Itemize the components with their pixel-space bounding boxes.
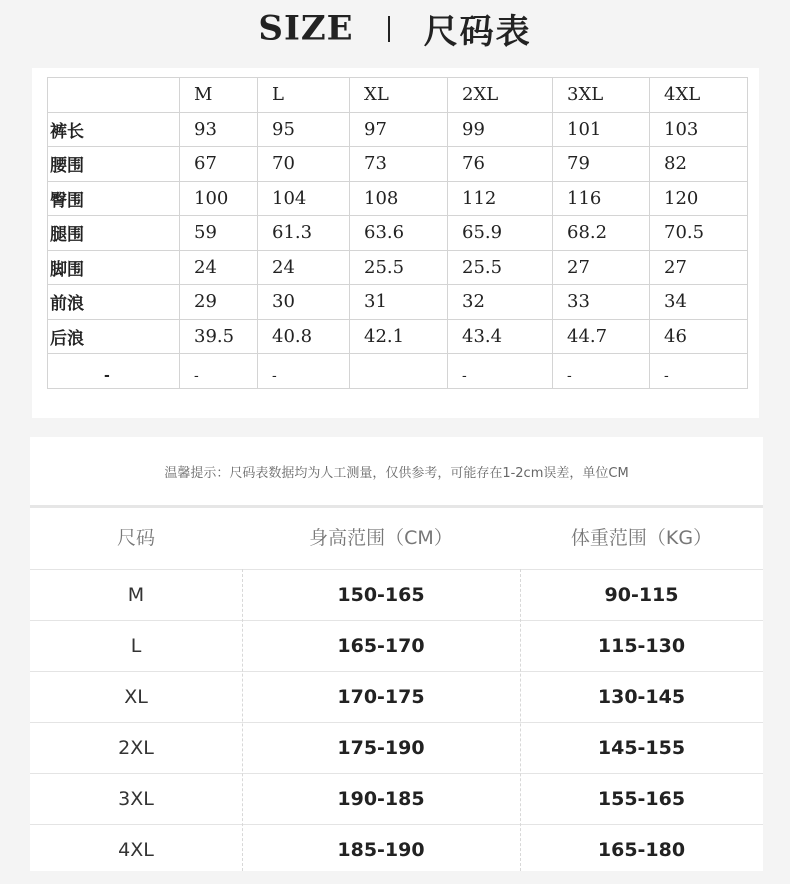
measurement-header-row bbox=[48, 78, 748, 113]
measurement-value-cell: 30 bbox=[258, 285, 350, 320]
weight-range-cell: 130-145 bbox=[597, 686, 686, 708]
measurement-row bbox=[48, 250, 748, 285]
measurement-row bbox=[48, 112, 748, 147]
measurement-value-cell: 31 bbox=[350, 285, 448, 320]
height-range-cell: 190-185 bbox=[337, 788, 425, 810]
size-guide-row bbox=[30, 671, 763, 722]
weight-range-cell: 145-155 bbox=[597, 737, 686, 759]
measurement-value-cell: 108 bbox=[350, 181, 448, 216]
measurement-value-cell: 120 bbox=[650, 181, 748, 216]
size-header-cell: XL bbox=[350, 78, 448, 113]
height-range-cell: 185-190 bbox=[337, 839, 425, 861]
measurement-label-cell: 臀围 bbox=[48, 181, 180, 216]
measurement-value-cell: - bbox=[448, 354, 553, 389]
measurement-value-cell: 93 bbox=[180, 112, 258, 147]
measurement-value-cell: 27 bbox=[650, 250, 748, 285]
measurement-value-cell: 82 bbox=[650, 147, 748, 182]
measurement-value-cell: - bbox=[258, 354, 350, 389]
size-guide-row bbox=[30, 824, 763, 875]
measurement-value-cell: 103 bbox=[650, 112, 748, 147]
size-guide-header bbox=[30, 508, 763, 569]
size-guide-row bbox=[30, 722, 763, 773]
size-header-cell: L bbox=[258, 78, 350, 113]
size-cell: L bbox=[130, 635, 142, 657]
measurement-value-cell: 63.6 bbox=[350, 216, 448, 251]
size-cell: XL bbox=[124, 686, 148, 708]
weight-range-cell: 165-180 bbox=[597, 839, 686, 861]
size-header-cell: 3XL bbox=[553, 78, 650, 113]
measurement-label-cell: 腿围 bbox=[48, 216, 180, 251]
measurement-value-cell: 42.1 bbox=[350, 319, 448, 354]
measurement-value-cell: 32 bbox=[448, 285, 553, 320]
header-height-range: 身高范围（CM） bbox=[309, 527, 453, 549]
measurement-value-cell: 70 bbox=[258, 147, 350, 182]
measurement-value-cell: 73 bbox=[350, 147, 448, 182]
measurement-value-cell: 99 bbox=[448, 112, 553, 147]
measurement-value-cell: 39.5 bbox=[180, 319, 258, 354]
measurement-value-cell: 25.5 bbox=[350, 250, 448, 285]
measurement-value-cell: 40.8 bbox=[258, 319, 350, 354]
measurement-value-cell: 29 bbox=[180, 285, 258, 320]
measurement-label-cell: 脚围 bbox=[48, 250, 180, 285]
size-cell: 3XL bbox=[118, 788, 154, 810]
size-guide-row bbox=[30, 569, 763, 620]
measurement-value-cell: 79 bbox=[553, 147, 650, 182]
height-range-cell: 175-190 bbox=[337, 737, 425, 759]
measurement-value-cell: 65.9 bbox=[448, 216, 553, 251]
measurement-value-cell: - bbox=[650, 354, 748, 389]
size-guide-rows bbox=[30, 569, 763, 875]
measurement-value-cell: 24 bbox=[180, 250, 258, 285]
height-range-cell: 150-165 bbox=[337, 584, 425, 606]
measurement-value-cell: 33 bbox=[553, 285, 650, 320]
measurement-row bbox=[48, 285, 748, 320]
size-header-cell: 4XL bbox=[650, 78, 748, 113]
measurement-table bbox=[47, 77, 748, 389]
header-corner-cell bbox=[48, 78, 180, 113]
measurement-value-cell bbox=[350, 354, 448, 389]
title-chinese: 尺码表 bbox=[423, 12, 532, 52]
measurement-panel bbox=[32, 68, 759, 418]
weight-range-cell: 90-115 bbox=[604, 584, 679, 606]
measurement-value-cell: 27 bbox=[553, 250, 650, 285]
measurement-row bbox=[48, 216, 748, 251]
measurement-value-cell: 46 bbox=[650, 319, 748, 354]
size-cell: 4XL bbox=[118, 839, 154, 861]
size-cell: 2XL bbox=[118, 737, 154, 759]
measurement-label-cell: 腰围 bbox=[48, 147, 180, 182]
measurement-value-cell: 76 bbox=[448, 147, 553, 182]
measurement-note: 温馨提示：尺码表数据均为人工测量，仅供参考，可能存在1-2cm误差，单位CM bbox=[164, 466, 629, 481]
measurement-value-cell: 70.5 bbox=[650, 216, 748, 251]
measurement-value-cell: 116 bbox=[553, 181, 650, 216]
measurement-value-cell: 61.3 bbox=[258, 216, 350, 251]
measurement-value-cell: 101 bbox=[553, 112, 650, 147]
height-range-cell: 165-170 bbox=[337, 635, 425, 657]
title-separator bbox=[388, 16, 390, 42]
size-guide-panel bbox=[30, 437, 763, 871]
measurement-value-cell: 100 bbox=[180, 181, 258, 216]
measurement-value-cell: 24 bbox=[258, 250, 350, 285]
page-title bbox=[0, 4, 790, 52]
measurement-label-cell: - bbox=[48, 354, 180, 389]
measurement-value-cell: 68.2 bbox=[553, 216, 650, 251]
measurement-row bbox=[48, 354, 748, 389]
header-size: 尺码 bbox=[116, 527, 155, 549]
measurement-value-cell: 44.7 bbox=[553, 319, 650, 354]
measurement-value-cell: 25.5 bbox=[448, 250, 553, 285]
measurement-row bbox=[48, 147, 748, 182]
measurement-value-cell: 97 bbox=[350, 112, 448, 147]
measurement-value-cell: 104 bbox=[258, 181, 350, 216]
column-divider bbox=[242, 569, 244, 871]
measurement-row bbox=[48, 181, 748, 216]
size-header-cell: M bbox=[180, 78, 258, 113]
measurement-value-cell: 43.4 bbox=[448, 319, 553, 354]
size-guide-row bbox=[30, 773, 763, 824]
header-weight-range: 体重范围（KG） bbox=[570, 527, 713, 549]
size-cell: M bbox=[127, 584, 145, 606]
measurement-value-cell: 34 bbox=[650, 285, 748, 320]
measurement-label-cell: 裤长 bbox=[48, 112, 180, 147]
weight-range-cell: 155-165 bbox=[597, 788, 686, 810]
column-divider bbox=[520, 569, 522, 871]
weight-range-cell: 115-130 bbox=[597, 635, 686, 657]
title-english: SIZE bbox=[258, 8, 354, 49]
measurement-value-cell: - bbox=[553, 354, 650, 389]
measurement-row bbox=[48, 319, 748, 354]
measurement-value-cell: 67 bbox=[180, 147, 258, 182]
measurement-label-cell: 后浪 bbox=[48, 319, 180, 354]
measurement-value-cell: - bbox=[180, 354, 258, 389]
size-header-cell: 2XL bbox=[448, 78, 553, 113]
measurement-value-cell: 112 bbox=[448, 181, 553, 216]
size-guide-row bbox=[30, 620, 763, 671]
measurement-value-cell: 59 bbox=[180, 216, 258, 251]
measurement-value-cell: 95 bbox=[258, 112, 350, 147]
height-range-cell: 170-175 bbox=[337, 686, 425, 708]
measurement-label-cell: 前浪 bbox=[48, 285, 180, 320]
